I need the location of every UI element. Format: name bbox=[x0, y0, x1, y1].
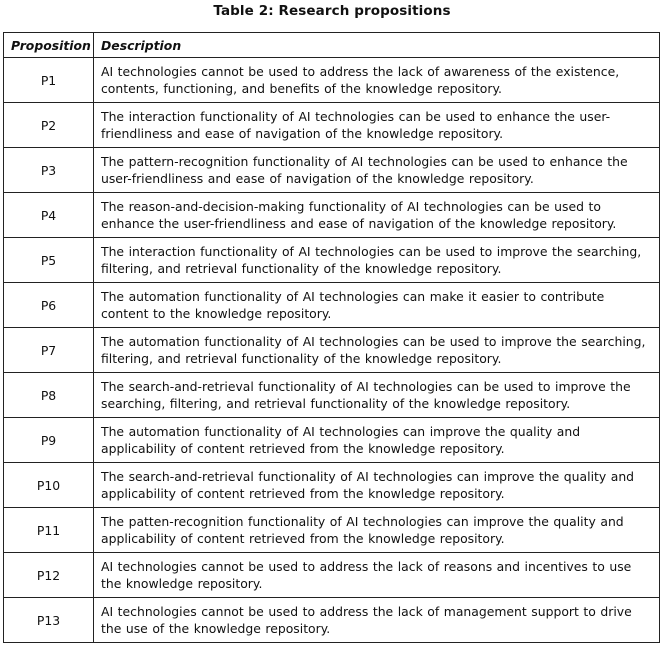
proposition-id: P2 bbox=[4, 103, 94, 148]
proposition-description: The interaction functionality of AI technologies can be used to enhance the user-friendliness and ease of navigation of the knowledge repository. bbox=[94, 103, 660, 148]
proposition-id: P13 bbox=[4, 598, 94, 643]
proposition-description: The patten-recognition functionality of AI technologies can improve the quality and applicability of content retrieved from the knowledge repository. bbox=[94, 508, 660, 553]
table-row bbox=[4, 283, 660, 328]
proposition-id: P5 bbox=[4, 238, 94, 283]
proposition-description: AI technologies cannot be used to address the lack of awareness of the existence, contents, functioning, and benefits of the knowledge repository. bbox=[94, 58, 660, 103]
table-row bbox=[4, 418, 660, 463]
proposition-description: The reason-and-decision-making functionality of AI technologies can be used to enhance the user-friendliness and ease of navigation of the knowledge repository. bbox=[94, 193, 660, 238]
proposition-description: The search-and-retrieval functionality of AI technologies can improve the quality and applicability of content retrieved from the knowledge repository. bbox=[94, 463, 660, 508]
proposition-id: P1 bbox=[4, 58, 94, 103]
table-row bbox=[4, 508, 660, 553]
proposition-id: P12 bbox=[4, 553, 94, 598]
proposition-description: The automation functionality of AI technologies can improve the quality and applicability of content retrieved from the knowledge repository. bbox=[94, 418, 660, 463]
header-proposition: Proposition bbox=[4, 33, 94, 58]
table-header-row bbox=[4, 33, 660, 58]
table-row bbox=[4, 328, 660, 373]
proposition-description: The interaction functionality of AI technologies can be used to improve the searching, filtering, and retrieval functionality of the knowledge repository. bbox=[94, 238, 660, 283]
proposition-description: The automation functionality of AI technologies can be used to improve the searching, filtering, and retrieval functionality of the knowledge repository. bbox=[94, 328, 660, 373]
table-row bbox=[4, 463, 660, 508]
proposition-id: P3 bbox=[4, 148, 94, 193]
table-caption: Table 2: Research propositions bbox=[213, 3, 451, 19]
proposition-id: P9 bbox=[4, 418, 94, 463]
header-description: Description bbox=[94, 33, 660, 58]
table-row bbox=[4, 553, 660, 598]
proposition-id: P11 bbox=[4, 508, 94, 553]
proposition-description: AI technologies cannot be used to address the lack of reasons and incentives to use the knowledge repository. bbox=[94, 553, 660, 598]
proposition-id: P10 bbox=[4, 463, 94, 508]
table-row bbox=[4, 193, 660, 238]
proposition-id: P4 bbox=[4, 193, 94, 238]
proposition-id: P8 bbox=[4, 373, 94, 418]
table-row bbox=[4, 103, 660, 148]
table-row bbox=[4, 238, 660, 283]
table-row bbox=[4, 373, 660, 418]
proposition-description: The pattern-recognition functionality of AI technologies can be used to enhance the user-friendliness and ease of navigation of the knowledge repository. bbox=[94, 148, 660, 193]
table-row bbox=[4, 598, 660, 643]
proposition-id: P7 bbox=[4, 328, 94, 373]
table-row bbox=[4, 148, 660, 193]
proposition-description: AI technologies cannot be used to address the lack of management support to drive the use of the knowledge repository. bbox=[94, 598, 660, 643]
propositions-table bbox=[3, 32, 660, 643]
proposition-description: The automation functionality of AI technologies can make it easier to contribute content to the knowledge repository. bbox=[94, 283, 660, 328]
proposition-description: The search-and-retrieval functionality of AI technologies can be used to improve the searching, filtering, and retrieval functionality of the knowledge repository. bbox=[94, 373, 660, 418]
table-row bbox=[4, 58, 660, 103]
proposition-id: P6 bbox=[4, 283, 94, 328]
